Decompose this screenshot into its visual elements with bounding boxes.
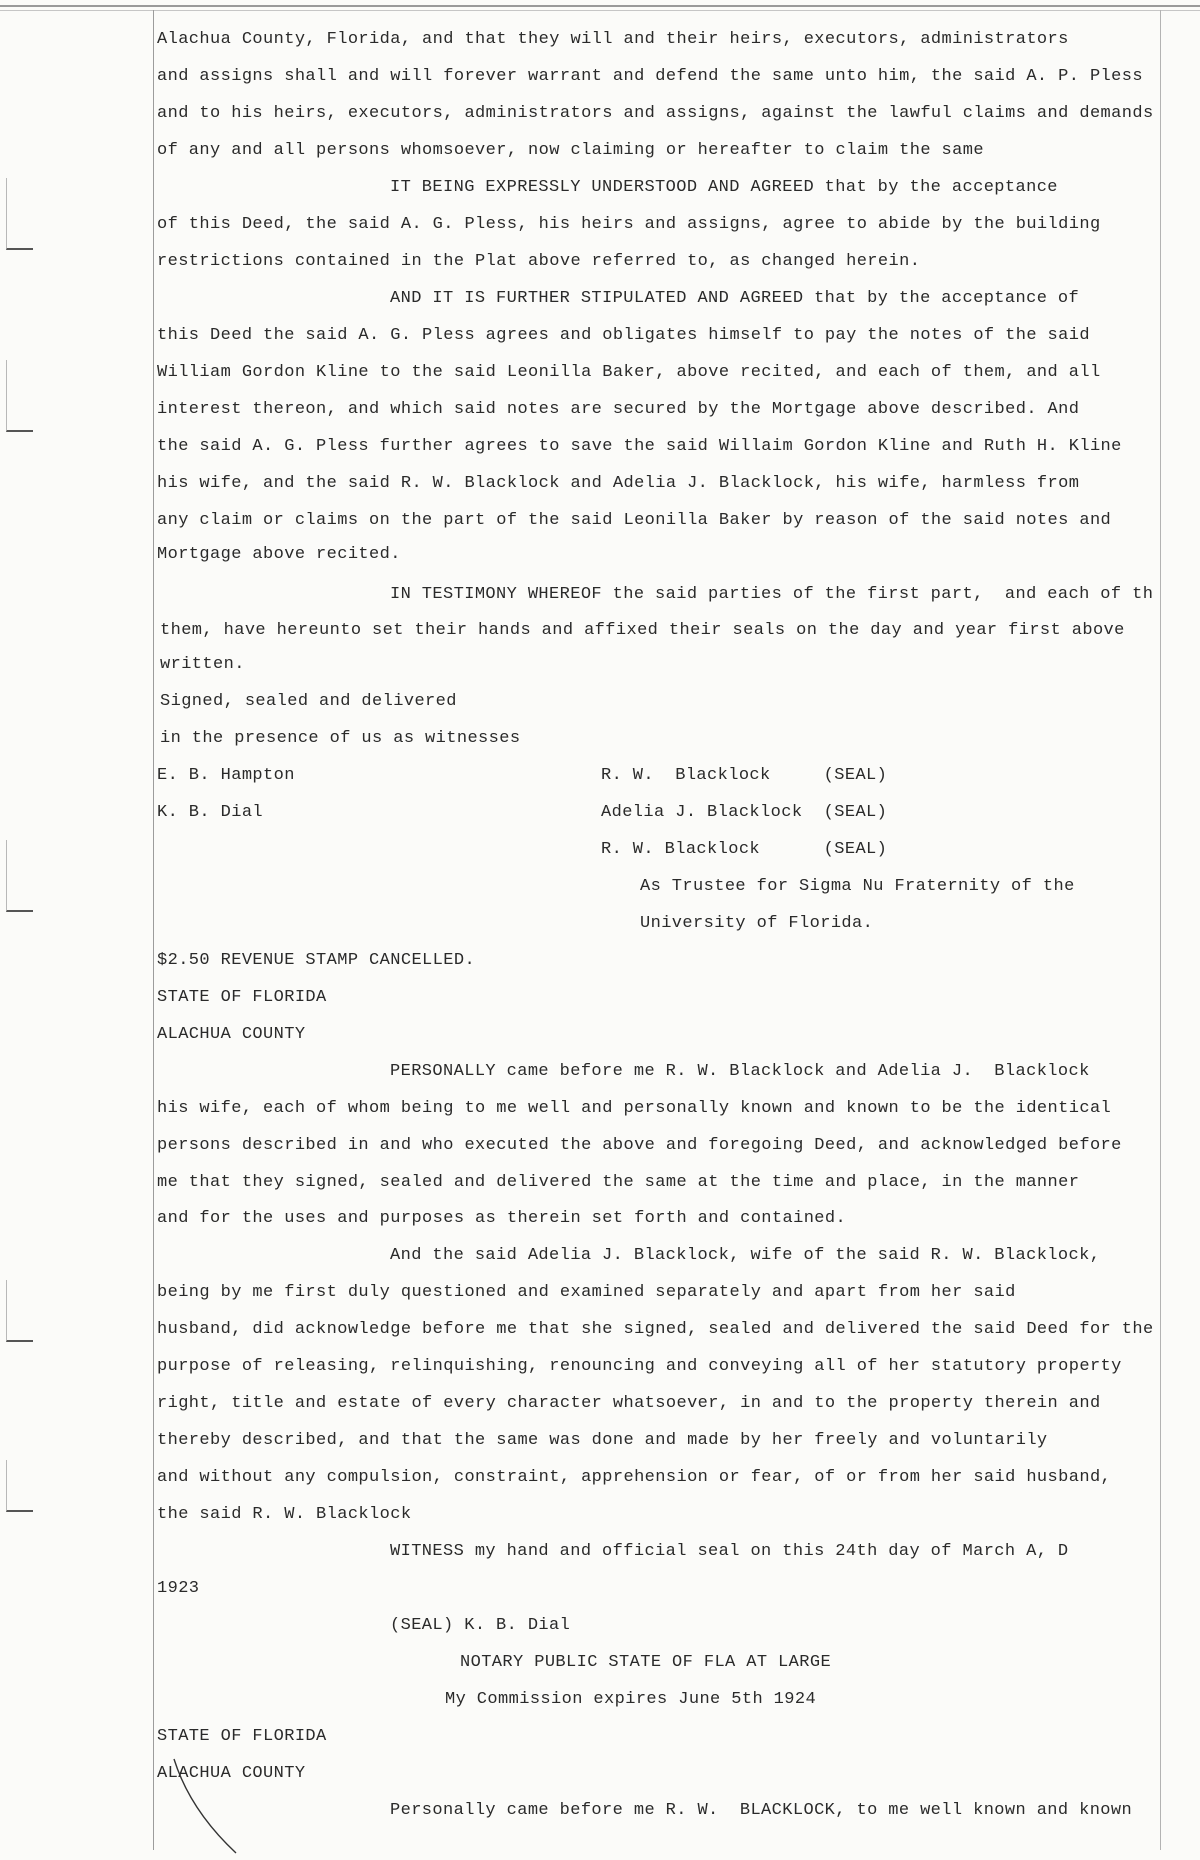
signature-line: Adelia J. Blacklock (SEAL) bbox=[601, 803, 888, 822]
binding-mark bbox=[6, 840, 33, 912]
top-border-secondary bbox=[0, 10, 1200, 11]
text-line: IN TESTIMONY WHEREOF the said parties of the first part, and each of th bbox=[390, 585, 1154, 604]
text-line: the said A. G. Pless further agrees to save the said Willaim Gordon Kline and Ruth H. Kline bbox=[157, 437, 1122, 456]
notary-seal-line: (SEAL) K. B. Dial bbox=[390, 1616, 571, 1635]
text-line: restrictions contained in the Plat above referred to, as changed herein. bbox=[157, 252, 921, 271]
witness-name: E. B. Hampton bbox=[157, 766, 295, 785]
notary-commission: My Commission expires June 5th 1924 bbox=[445, 1690, 817, 1709]
text-line: of this Deed, the said A. G. Pless, his heirs and assigns, agree to abide by the building bbox=[157, 215, 1101, 234]
text-line: being by me first duly questioned and examined separately and apart from her said bbox=[157, 1283, 1016, 1302]
notary-title: NOTARY PUBLIC STATE OF FLA AT LARGE bbox=[460, 1653, 832, 1672]
text-line: and for the uses and purposes as therein set forth and contained. bbox=[157, 1209, 847, 1228]
text-line: STATE OF FLORIDA bbox=[157, 988, 327, 1007]
text-line: his wife, each of whom being to me well and personally known and known to be the identical bbox=[157, 1099, 1112, 1118]
text-line: the said R. W. Blacklock bbox=[157, 1505, 412, 1524]
left-margin-line bbox=[153, 10, 154, 1850]
signature-line: As Trustee for Sigma Nu Fraternity of the bbox=[640, 877, 1075, 896]
signature-line: University of Florida. bbox=[640, 914, 874, 933]
text-line: William Gordon Kline to the said Leonilla Baker, above recited, and each of them, and all bbox=[157, 363, 1101, 382]
text-line: and without any compulsion, constraint, apprehension or fear, of or from her said husband, bbox=[157, 1468, 1112, 1487]
text-line: AND IT IS FURTHER STIPULATED AND AGREED that by the acceptance of bbox=[390, 289, 1080, 308]
text-line: Signed, sealed and delivered bbox=[160, 692, 457, 711]
text-line: 1923 bbox=[157, 1579, 200, 1598]
signature-line: R. W. Blacklock (SEAL) bbox=[601, 766, 888, 785]
text-line: me that they signed, sealed and delivered the same at the time and place, in the manner bbox=[157, 1173, 1080, 1192]
text-line: ALACHUA COUNTY bbox=[157, 1025, 306, 1044]
text-line: written. bbox=[160, 655, 245, 674]
text-line: purpose of releasing, relinquishing, renouncing and conveying all of her statutory property bbox=[157, 1357, 1122, 1376]
text-line: in the presence of us as witnesses bbox=[160, 729, 521, 748]
binding-mark bbox=[6, 360, 33, 432]
text-line: And the said Adelia J. Blacklock, wife of the said R. W. Blacklock, bbox=[390, 1246, 1101, 1265]
text-line: them, have hereunto set their hands and affixed their seals on the day and year first above bbox=[160, 621, 1125, 640]
text-line: any claim or claims on the part of the said Leonilla Baker by reason of the said notes and bbox=[157, 511, 1112, 530]
binding-mark bbox=[6, 178, 33, 250]
text-line: ALACHUA COUNTY bbox=[157, 1764, 306, 1783]
text-line: WITNESS my hand and official seal on this 24th day of March A, D bbox=[390, 1542, 1069, 1561]
text-line: thereby described, and that the same was done and made by her freely and voluntarily bbox=[157, 1431, 1048, 1450]
text-line: and assigns shall and will forever warrant and defend the same unto him, the said A. P. Pless bbox=[157, 67, 1143, 86]
text-line: STATE OF FLORIDA bbox=[157, 1727, 327, 1746]
binding-mark bbox=[6, 1460, 33, 1512]
text-line: of any and all persons whomsoever, now claiming or hereafter to claim the same bbox=[157, 141, 984, 160]
text-line: husband, did acknowledge before me that she signed, sealed and delivered the said Deed for the bbox=[157, 1320, 1154, 1339]
text-line: Personally came before me R. W. BLACKLOCK, to me well known and known bbox=[390, 1801, 1133, 1820]
witness-name: K. B. Dial bbox=[157, 803, 264, 822]
text-line: $2.50 REVENUE STAMP CANCELLED. bbox=[157, 951, 476, 970]
top-border bbox=[0, 5, 1200, 7]
text-line: PERSONALLY came before me R. W. Blacklock and Adelia J. Blacklock bbox=[390, 1062, 1090, 1081]
pen-stroke-mark bbox=[170, 1755, 240, 1855]
text-line: right, title and estate of every character whatsoever, in and to the property therein and bbox=[157, 1394, 1101, 1413]
text-line: Mortgage above recited. bbox=[157, 545, 401, 564]
text-line: and to his heirs, executors, administrators and assigns, against the lawful claims and demands bbox=[157, 104, 1154, 123]
text-line: his wife, and the said R. W. Blacklock and Adelia J. Blacklock, his wife, harmless from bbox=[157, 474, 1080, 493]
text-line: this Deed the said A. G. Pless agrees and obligates himself to pay the notes of the said bbox=[157, 326, 1090, 345]
binding-mark bbox=[6, 1280, 33, 1342]
signature-line: R. W. Blacklock (SEAL) bbox=[601, 840, 888, 859]
text-line: Alachua County, Florida, and that they will and their heirs, executors, administrators bbox=[157, 30, 1069, 49]
text-line: IT BEING EXPRESSLY UNDERSTOOD AND AGREED that by the acceptance bbox=[390, 178, 1058, 197]
text-line: interest thereon, and which said notes are secured by the Mortgage above described. And bbox=[157, 400, 1080, 419]
text-line: persons described in and who executed the above and foregoing Deed, and acknowledged before bbox=[157, 1136, 1122, 1155]
right-margin-line bbox=[1160, 10, 1161, 1850]
